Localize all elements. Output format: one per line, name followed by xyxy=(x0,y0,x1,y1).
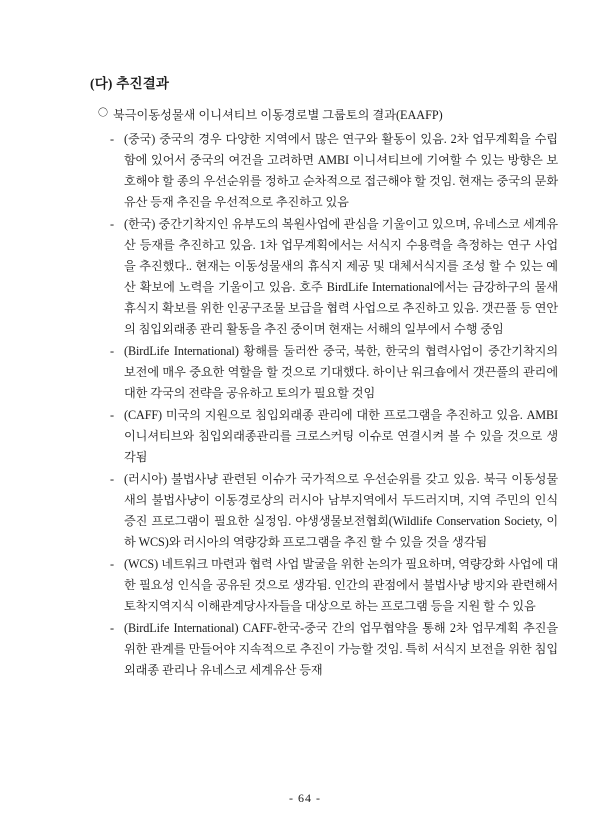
page-number: - 64 - xyxy=(289,791,321,805)
dash-marker: - xyxy=(110,556,115,571)
list-item xyxy=(110,554,558,617)
dash-marker: - xyxy=(110,132,115,146)
list-item xyxy=(110,129,558,213)
list-item-text: (러시아) 불법사냥 관련된 이슈가 국가적으로 우선순위를 갖고 있음. 북극 이동성물새의 불법사냥이 이동경로상의 러시아 남부지역에서 두드러지며, 지역 주민의 인식증진 프로그램이 필요한 실정임. 야생생물보전협회(Wildlife Conservation Society, 이하 WCS)와 러시아의 역량강화 프로그램을 추진 할 수 있을 것을 생각됨 xyxy=(124,471,558,549)
list-item-text: (CAFF) 미국의 지원으로 침입외래종 관리에 대한 프로그램을 추진하고 있음. AMBI 이니셔티브와 침입외래종관리를 크로스커팅 이슈로 연결시켜 볼 수 있을 것으로 생각됨 xyxy=(124,407,558,464)
dash-marker: - xyxy=(110,216,115,231)
dash-marker: - xyxy=(110,343,115,358)
dash-marker: - xyxy=(110,620,115,635)
list-item xyxy=(110,341,558,404)
list-item-text: (BirdLife International) 황해를 둘러싼 중국, 북한, 한국의 협력사업이 중간기착지의 보전에 매우 중요한 역할을 할 것으로 기대했다. 하이난 워크숍에서 갯끈풀의 관리에 대한 각국의 전략을 공유하고 토의가 필요할 것임 xyxy=(124,343,558,400)
list-item xyxy=(110,214,558,340)
list-item-text: (WCS) 네트워크 마련과 협력 사업 발굴을 위한 논의가 필요하며, 역량강화 사업에 대한 필요성 인식을 공유된 것으로 생각됨. 인간의 관점에서 불법사냥 방지와 관련해서 토착지역지식 이해관계당사자들을 대상으로 하는 프로그램 등을 지원 할 수 있음 xyxy=(124,556,558,613)
list-item xyxy=(110,469,558,553)
list-item-text: (중국) 중국의 경우 다양한 지역에서 많은 연구와 활동이 있음. 2차 업무계획을 수립함에 있어서 중국의 여건을 고려하면 AMBI 이니셔티브에 기여할 수 있는 방향은 보호해야 할 종의 우선순위를 정하고 순차적으로 접근해야 할 것임. 현재는 중국의 문화유산 등재 추진을 우선적으로 추진하고 있음 xyxy=(124,132,558,209)
list-item xyxy=(110,618,558,681)
dash-marker: - xyxy=(110,471,115,486)
page-heading: (다) 추진결과 xyxy=(90,76,170,91)
list-item-text: (BirdLife International) CAFF-한국-중국 간의 업무협약을 통해 2차 업무계획 추진을 위한 관계를 만들어야 지속적으로 추진이 가능할 것임. 특히 서식지 보전을 위한 침입외래종 관리나 유네스코 세계유산 등재 xyxy=(124,620,558,677)
summary-bullet-text: 북극이동성물새 이니셔티브 이동경로별 그룹토의 결과(EAAFP) xyxy=(113,108,443,122)
list-item xyxy=(110,405,558,468)
summary-bullet xyxy=(98,106,558,123)
dash-marker: - xyxy=(110,407,115,422)
bullet-marker-circle: 〇 xyxy=(98,108,108,119)
list-item-text: (한국) 중간기착지인 유부도의 복원사업에 관심을 기울이고 있으며, 유네스코 세계유산 등재를 추진하고 있음. 1차 업무계획에서는 서식지 수용력을 측정하는 연구 사업을 추진했다.. 현재는 이동성물새의 휴식지 제공 및 대체서식지를 조성 할 수 있는 예산 확보에 노력을 기울이고 있음. 호주 BirdLife International에서는 금강하구의 물새 휴식지 확보를 위한 인공구조물 보급을 협력 사업으로 추진하고 있음. 갯끈풀 등 연안의 침입외래종 관리 활동을 추진 중이며 현재는 서해의 일부에서 수행 중임 xyxy=(124,216,558,336)
